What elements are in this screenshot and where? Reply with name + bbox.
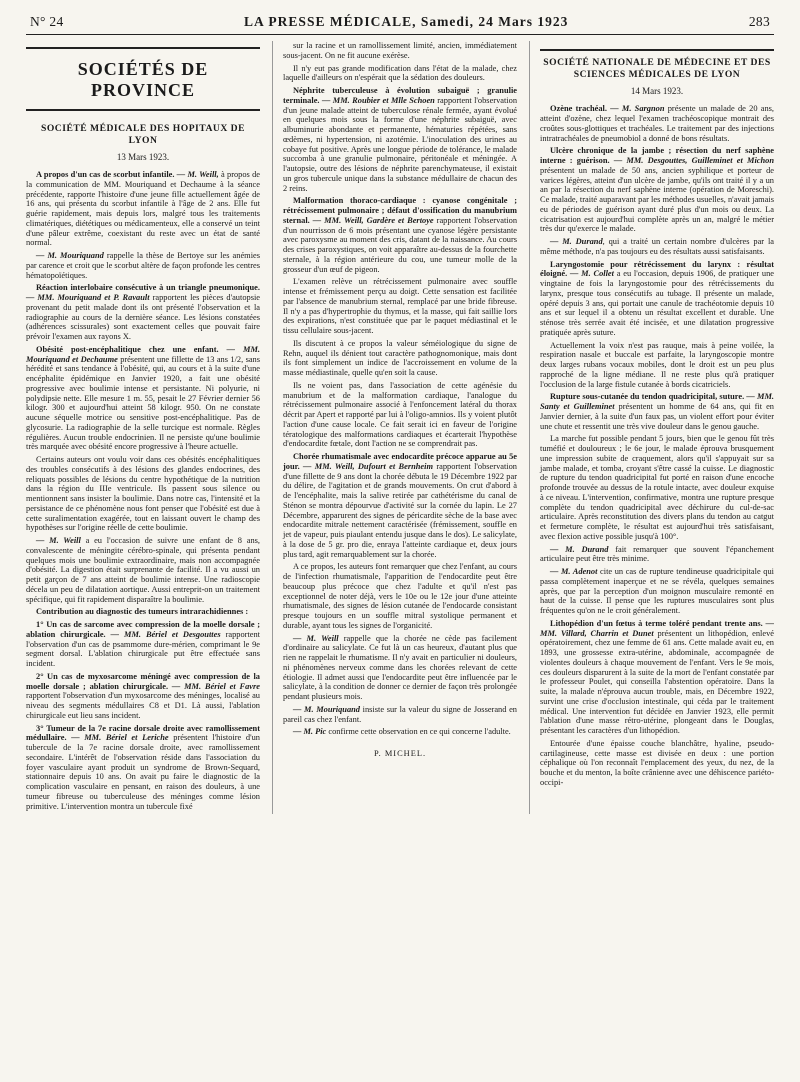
column-left bbox=[26, 41, 260, 814]
paragraph-text: a eu l'occasion de suivre une enfant de 8 ans, convalescente de méningite cérébro-spinale, qui présenta pendant quelques mois une boulimie extraordinaire, mais non accompagnée d'obésité. La digestion était surprenante de facilité. Il a vu aussi un petit garçon de 7 ans atteint de boulimie intense. Une radioscopie décela un peu de dilatation aortique. Aussi entreprit-on un traitement spécifique, qui fit rapidement disparaître la boulimie. bbox=[26, 536, 260, 604]
paragraph-text: confirme cette observation en ce qui concerne l'adulte. bbox=[326, 727, 511, 737]
paragraph-text: rapportent l'observation d'un jeune malade atteint de tuberculose rénale fermée, ayant évolué en quelques mois sous la forme d'une néphrite subaiguë, avec albuminurie abondante et permanente, hématuries répétées, sans œdèmes, ni hypertension, ni azotémie. L'inoculation des urines au cobaye fut positive. Après une longue période de tolérance, le malade succomba à une granulie pulmonaire, péritonéale et méningée. A l'autopsie, outre des lésions de néphrite parenchymateuse, il existait un gros tubercule unique dans la substance médullaire de chacun des 2 reins. bbox=[283, 95, 518, 193]
paragraph bbox=[540, 104, 774, 143]
paragraph-topic: 3° Tumeur de la 7e racine dorsale droite avec ramollissement médullaire. bbox=[26, 723, 260, 743]
paragraph-text: cite un cas de rupture tendineuse quadricipitale qui passa complètement inaperçue et ne se révéla, quelques semaines après, que par la perception d'un moignon musculaire remonté en haut de la cuisse. Il pense que les ruptures musculaires sont plus fréquentes qu'on ne le croit généralement. bbox=[540, 567, 774, 616]
signature: P. MICHEL. bbox=[373, 749, 427, 758]
article-list bbox=[283, 41, 517, 737]
paragraph bbox=[283, 381, 517, 449]
paragraph-authors: — MM. Mouriquand et P. Ravault bbox=[26, 293, 150, 303]
paragraph-authors: — M. Weill bbox=[293, 633, 339, 643]
paragraph bbox=[540, 545, 774, 565]
paragraph bbox=[283, 634, 517, 702]
paragraph-authors: — M. Durand bbox=[550, 544, 609, 554]
paragraph bbox=[283, 86, 517, 193]
paragraph-text: rappelle la thèse de Bertoye sur les anémies par carence et croit que le scorbut altère de façon profonde les centres hématopoïétiques. bbox=[26, 251, 260, 280]
paragraph bbox=[26, 345, 260, 452]
paragraph-authors: — MM. Bériel et Leriche bbox=[71, 733, 169, 743]
paragraph-text: A ce propos, les auteurs font remarquer que chez l'enfant, au cours de l'infection rhumatismale, l'apparition de l'endocardite peut être beaucoup plus précoce que chez l'adulte et qu'il n'est pas exceptionnel de noter déjà, vers le 10e ou le 12e jour d'une atteinte rhumatismale, des signes de lésion cutanée de l'endocarde consistant presque toujours en un souffle mitral systolique permanent et durable, ayant tous les signes de l'organicité. bbox=[283, 562, 517, 630]
paragraph bbox=[540, 619, 774, 736]
paragraph-text: rapportent l'observation d'un cas de psammome dure-mérien, comprimant le 9e segment dorsal. L'ablation chirurgicale put être effectuée sans incident. bbox=[26, 629, 261, 669]
paragraph-text: Il n'y eut pas grande modification dans l'état de la malade, chez laquelle d'ailleurs on n'espérait que la sédation des douleurs. bbox=[283, 63, 517, 83]
section-title: SOCIÉTÉS DE PROVINCE bbox=[26, 47, 260, 111]
paragraph-authors: — MM. Desgouttes, Guilleminet et Michon bbox=[613, 156, 775, 166]
paragraph-text: présente un malade de 20 ans, atteint d'ozène, chez lequel l'examen trachéoscopique montrait des croûtes sous-glottiques et trachéales. Le traitement par des injections intratrachéales de pneumobiol a donné de bons résultats. bbox=[540, 104, 775, 143]
paragraph-text: rapportent les pièces d'autopsie provenant du petit malade dont ils ont présenté l'observation et la radiographie au cours de la dernière séance. Les lésions constatées (adhérences scissurales) sont exactement celles que pouvait faire prévoir l'examen aux rayons X. bbox=[26, 293, 260, 342]
paragraph bbox=[26, 251, 260, 280]
paragraph-text: rappelle que la chorée ne cède pas facilement d'ordinaire au salicylate. Ce fut là un cas heureux, d'autant plus que rien ne rappelait le rhumatisme. Il n'y avait en particulier ni douleurs, ni phénomènes nerveux comme dans les chorées relevant de cette étiologie. Il admet aussi que l'endocardite peut être influencée par le salicylate, à la condition de donner ce dernier de façon très prolongée pendant plusieurs mois. bbox=[283, 633, 517, 701]
paragraph bbox=[26, 620, 260, 669]
page-number: 283 bbox=[748, 14, 770, 29]
article-list bbox=[26, 170, 260, 811]
paragraph-text: présentent un homme de 64 ans, qui fit en Janvier dernier, à la suite d'un faux pas, un violent effort pour éviter une chute et ressentit une très vive douleur dans le genou gauche. bbox=[540, 402, 774, 431]
paragraph bbox=[26, 536, 260, 604]
paragraph-authors: — M. Mouriquand bbox=[293, 704, 360, 714]
paragraph-text: présentent une fillette de 13 ans 1/2, sans hérédité et sans tendance à l'obésité, qui, au cours et à la suite d'une encéphalite épidémique en Janvier 1920, a fait une obésité progressive avec boulimie intense et persistante. Ni polyurie, ni polydipsie nette. Elle mesure 1 m. 55, pesait le 27 Février dernier 56 kilogr. 300 et aujourd'hui atteint 58 kilogr. 950. On ne constate aucune séquelle motrice ou sensitive post-encéphalitique. Pas de glycosurie. La radiographie de la selle turcique est normale. Règles régulières. Aucun trouble endocrinien. Il ne persiste qu'une boulimie très marquée avec obésité encore progressive à l'heure actuelle. bbox=[26, 354, 260, 452]
paragraph-authors: — MM. Mouriquand et Dechaume bbox=[26, 344, 261, 364]
paragraph-topic: Chorée rhumatismale avec endocardite précoce apparue au 5e jour. bbox=[283, 452, 517, 471]
paragraph bbox=[26, 607, 260, 617]
paragraph bbox=[540, 260, 774, 338]
columns bbox=[26, 41, 774, 814]
paragraph-topic: Réaction interlobaire consécutive à un triangle pneumonique. bbox=[36, 283, 260, 293]
paragraph-text: à propos de la communication de MM. Mouriquand et Dechaume à la séance précédente, rapporte l'histoire d'une jeune fille actuellement âgée de 16 ans, qui présenta du scorbut infantile à l'âge de 2 ans. Elle fut guérie rapidement, mais depuis lors, malgré tous les traitements climatériques, diététiques ou médicamenteux, elle a conservé un teint d'une pâleur extrême, coexistant du reste avec un état de santé normal. bbox=[26, 170, 260, 248]
journal-title: LA PRESSE MÉDICALE, Samedi, 24 Mars 1923 bbox=[244, 14, 569, 29]
paragraph bbox=[540, 237, 774, 257]
paragraph-topic: Obésité post-encéphalitique chez une enfant. bbox=[36, 344, 219, 354]
paragraph-text: présentent l'histoire d'un tubercule de la 7e racine dorsale droite, avec ramollissement secondaire. L'intérêt de l'observation réside dans l'association du foyer vasculaire ayant produit un syndrome de Brown-Sequard, stationnaire depuis 10 ans. On avait pu faire le diagnostic de la complication vasculaire en pensant, en raison des douleurs, à une tumeur fibreuse ou tuberculeuse des méninges comme lésion primitive. L'intervention montra un tubercule fixé bbox=[26, 733, 260, 811]
paragraph-topic: 1° Un cas de sarcome avec compression de la moelle dorsale ; ablation chirurgicale. bbox=[26, 620, 260, 639]
column-middle bbox=[272, 41, 517, 814]
column-right bbox=[529, 41, 774, 814]
paragraph bbox=[283, 452, 517, 559]
paragraph bbox=[26, 724, 260, 812]
paragraph-authors: — MM. Roubier et Mlle Schoen bbox=[321, 95, 435, 105]
paragraph bbox=[283, 196, 517, 274]
paragraph bbox=[283, 339, 517, 378]
paragraph bbox=[540, 434, 774, 541]
paragraph-text: insiste sur la valeur du signe de Josserand en pareil cas chez l'enfant. bbox=[283, 704, 517, 724]
paragraph-topic: Néphrite tuberculeuse à évolution subaiguë ; granulie terminale. bbox=[283, 86, 517, 105]
paragraph-text: fait remarquer que souvent l'épanchement articulaire peut être très minime. bbox=[540, 544, 774, 564]
paragraph-text: Certains auteurs ont voulu voir dans ces obésités encéphalitiques des troubles consécutifs à des lésions des glandes endocrines, des reliquats possibles de lésions du centre hypothétique de la nutrition dans la région du IIIe ventricule. Ils passent sous silence ou mentionnent sans insister la boulimie. Dans notre cas, l'intensité et la persistance de ce phénomène nous font penser que l'obésité est due à cette suralimentation exagérée, tout en laissant ouvert le champ des hypothèses sur l'origine réelle de cette boulimie. bbox=[26, 455, 260, 533]
session-date: 13 Mars 1923. bbox=[116, 151, 170, 162]
paragraph-text: Ils ne voient pas, dans l'association de cette agénésie du manubrium et de la malformation cardiaque, l'analogue du rétrécissement pulmonaire associé à l'enfoncement latéral du thorax décrit par Apert et rapporté par lui à l'oligo-amnios. Ils y voient plutôt l'action d'une cause locale. Ce fait serait ici en faveur de l'origine tératologique des malformations cardiaques et écarterait l'hypothèse d'endocardite fœtale, dont l'action ne se comprendrait pas. bbox=[283, 380, 517, 449]
paragraph-authors: — M. Sargnon bbox=[610, 104, 665, 114]
paragraph-text: Entourée d'une épaisse couche blanchâtre, hyaline, pseudo-cartilagineuse, cette masse est divisée en deux : une portion céphalique où l'on reconnaît l'emplacement des yeux, du nez, de la bouche et du menton, la boîte crânienne avec une déhiscence pariéto-occipi- bbox=[540, 738, 774, 787]
running-head bbox=[26, 14, 774, 35]
paragraph bbox=[283, 562, 517, 630]
paragraph-authors: — MM. Weill, Dufourt et Bernheim bbox=[303, 461, 433, 471]
paragraph-authors: — MM. Bériel et Favre bbox=[171, 681, 260, 691]
paragraph-text: présentent un lithopédion, enlevé opératoirement, chez une femme de 61 ans. Cette malade avait eu, en 1893, une grossesse extra-utérine, abdominale, accompagnée de violentes douleurs à chaque mouvement de l'enfant. Vers le 9e mois, ces douleurs disparurent à la suite de la mort de l'enfant constatée par le professeur Poulet, qui conseilla l'abstention opératoire. Dans la suite, la malade n'éprouva aucun trouble, mais, en Décembre 1922, survint une crise d'occlusion intestinale, qui céda par le traitement médical. Une intervention fut décidée en Janvier 1923, elle permit l'ablation d'une masse rétro-utérine, plongeant dans le Douglas, présentant les caractères d'un lithopédion. bbox=[540, 628, 774, 736]
paragraph-topic: 2° Un cas de myxosarcome méningé avec compression de la moelle dorsale ; ablation chirurgicale. bbox=[26, 671, 260, 691]
paragraph-text: rapportent l'observation d'un nourrisson de 6 mois présentant une cyanose légère persistante avec paroxysme au moment des cris, datant de la naissance. Au cours des crises paroxystiques, on voit apparaître au-dessus de la fourchette sternale, à la région antérieure du cou, une tumeur molle de la grosseur d'un œuf de pigeon. bbox=[283, 215, 518, 274]
paragraph-topic: Ozène trachéal. bbox=[550, 104, 607, 114]
paragraph-text: rapportent l'observation d'un myxosarcome des méninges, localisé au niveau des segments médullaires C8 et D1. Là aussi, l'ablation chirurgicale eut lieu sans incident. bbox=[26, 691, 260, 720]
paragraph-topic: Ulcère chronique de la jambe ; résection du nerf saphène interne : guérison. bbox=[540, 146, 774, 166]
paragraph bbox=[283, 64, 517, 84]
paragraph-text: a eu l'occasion, depuis 1906, de pratiquer une vingtaine de fois la laryngostomie pour des rétrécissements du larynx, presque tous consécutifs au tubage. Il présente un malade, opéré depuis 3 ans, qui portait une canule de trachéotomie depuis 10 ans et sur lequel il a obtenu un résultat excellent et durable. Une sténose très serrée avait été incisée, et une dilatation progressive pratiquée après suture. bbox=[540, 269, 774, 337]
paragraph-authors: — M. Weill, bbox=[176, 170, 219, 180]
paragraph bbox=[26, 170, 260, 248]
paragraph bbox=[283, 277, 517, 336]
paragraph-authors: — M. Weill bbox=[36, 536, 81, 546]
paragraph-topic: Lithopédion d'un fœtus à terme toléré pendant trente ans. bbox=[550, 618, 763, 628]
society-title: SOCIÉTÉ MÉDICALE DES HOPITAUX DE LYON bbox=[40, 122, 245, 147]
paragraph-text: rapportent l'observation d'une fillette de 9 ans dont la chorée débuta le 19 Décembre 1922 par du délire, de l'agitation et de grands mouvements. On crut d'abord à de l'encéphalite, mais la salive retirée par cathétérisme du canal de Sténon se montra dépourvue d'activité sur la cornée du lapin. Le 27 Décembre, apparurent des signes de péricardite sèche de la base avec endocardite mitrale nettement caractérisée (frémissement, souffle en jet de vapeur, puis piaulant entendu jusque dans le dos). Le salicylate, à la dose de 5 gr. pro die, enraya l'atteinte cardiaque et, deux jours plus tard, agit remarquablement sur la chorée. bbox=[283, 461, 517, 559]
article-list bbox=[540, 104, 774, 787]
paragraph-text: La marche fut possible pendant 5 jours, bien que le genou fût très tuméfié et douloureux ; le 6e jour, le malade éprouva brusquement une impression subite de craquement, alors qu'il s'appuyait sur sa jambe malade, et tomba, croyant s'être cassé la cuisse. Le diagnostic de rupture du tendon quadricipital fut porté en raison d'une encoche profonde trouvée au dessus de la rotule intacte, avec douleur exquise à ce niveau. L'intervention, confirmative, montra une rupture presque complète du tendon quadricipital avec déchirure du cul-de-sac articulaire. Après reconstitution des divers plans du tendon au catgut et fermeture complète, le résultat est aujourd'hui très satisfaisant, avec flexion active possible jusqu'à 100°. bbox=[540, 434, 774, 541]
paragraph bbox=[26, 283, 260, 342]
paragraph-authors: — MM. Santy et Guilleminet bbox=[540, 392, 774, 412]
paragraph bbox=[283, 705, 517, 725]
paragraph-topic: Malformation thoraco-cardiaque : cyanose congénitale ; rétrécissement pulmonaire ; défaut d'ossification du manubrium sternal. bbox=[283, 196, 517, 225]
paragraph-authors: — M. Durand bbox=[550, 237, 603, 247]
paragraph-authors: — MM. Weill, Gardère et Bertoye bbox=[312, 215, 434, 225]
paragraph bbox=[540, 392, 774, 431]
paragraph-topic: Contribution au diagnostic des tumeurs intrarachidiennes : bbox=[36, 607, 249, 617]
paragraph bbox=[26, 455, 260, 533]
paragraph bbox=[283, 727, 517, 737]
paragraph-authors: — M. Collet bbox=[570, 269, 614, 279]
paragraph-text: présentent un malade de 50 ans, ancien syphilique et porteur de varices légères, atteint d'un ulcère de jambe, qu'ils ont traité il y a un an par la résection du nerf saphène interne (opération de Moreschi). Ce malade, traité auparavant par les méthodes usuelles, n'avait jamais eu de périodes de guérison ayant duré plus d'un mois ou deux. La cicatrisation est aujourd'hui complète après un an, malgré le métier très dur qu'exerce le malade. bbox=[540, 165, 774, 234]
paragraph-text: , qui a traité un certain nombre d'ulcères par la même méthode, n'a pas toujours eu des résultats aussi satisfaisants. bbox=[540, 237, 774, 256]
paragraph bbox=[540, 341, 774, 390]
paragraph-authors: — M. Mouriquand bbox=[36, 251, 104, 261]
issue-number: N° 24 bbox=[30, 14, 64, 29]
paragraph bbox=[540, 567, 774, 616]
paragraph bbox=[26, 672, 260, 721]
paragraph-authors: — M. Adenot bbox=[550, 567, 598, 577]
paragraph-authors: — MM. Villard, Charrin et Dunet bbox=[540, 618, 774, 638]
paragraph-topic: Laryngostomie pour rétrécissement du larynx : résultat éloigné. bbox=[540, 259, 774, 279]
paragraph-text: sur la racine et un ramollissement limité, ancien, immédiatement sous-jacent. On ne fit aucune exérèse. bbox=[283, 41, 517, 60]
paragraph bbox=[283, 41, 517, 61]
society-title: SOCIÉTÉ NATIONALE DE MÉDECINE ET DES SCIENCES MÉDICALES DE LYON bbox=[540, 49, 774, 82]
paragraph-text: Ils discutent à ce propos la valeur séméiologique du signe de Rehn, auquel ils dénient tout caractère pathognomonique, mais dont ils font simplement un indice de l'accroissement en volume de la masse médiastinale, quelle qu'en soit la cause. bbox=[283, 338, 517, 377]
paragraph-text: Actuellement la voix n'est pas rauque, mais à peine voilée, la respiration nasale et buccale est parfaite, la laryngoscopie montre deux larges rubans vocaux mobiles, dont le droit est un peu plus rapproché de la ligne médiane. Il ne reste plus qu'à pratiquer l'occlusion de la large fistule cutanée à bords cicatriciels. bbox=[540, 340, 774, 389]
paragraph-topic: Rupture sous-cutanée du tendon quadricipital, suture. bbox=[550, 392, 745, 402]
paragraph bbox=[540, 146, 774, 234]
paragraph-text: L'examen relève un rétrécissement pulmonaire avec souffle intense et frémissement perçu au doigt. Cette sensation est facilitée par l'absence de manubrium sternal, remplacé par une bride fibreuse. Il n'y a pas d'hypertrophie du thymus, et la masse, qui fait saillie lors des expirations, n'est constituée que par le paquet médiastinal et le tissu cellulaire sous-jacent. bbox=[283, 277, 517, 335]
paragraph bbox=[540, 739, 774, 788]
paragraph-topic: A propos d'un cas de scorbut infantile. bbox=[36, 170, 175, 180]
paragraph-authors: — M. Pic bbox=[293, 727, 327, 737]
paragraph-authors: — MM. Bériel et Desgouttes bbox=[110, 629, 221, 639]
session-date: 14 Mars 1923. bbox=[630, 85, 684, 96]
